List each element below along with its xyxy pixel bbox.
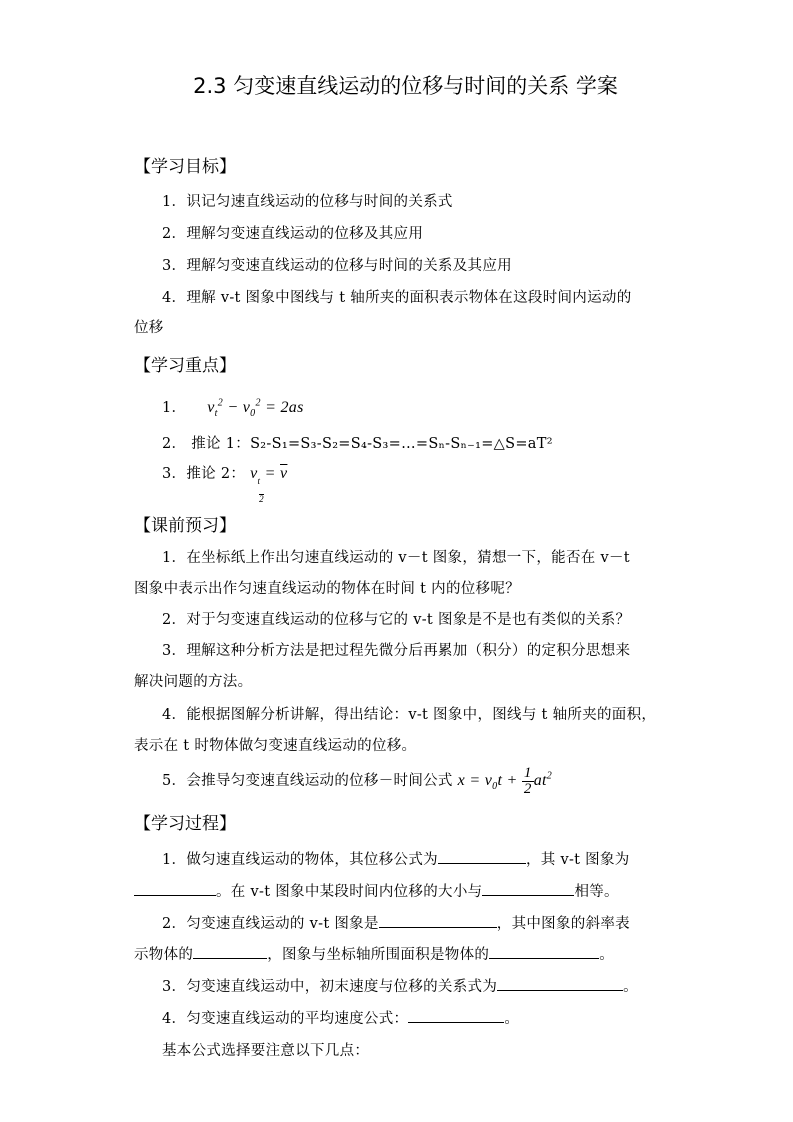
process-text: 3．匀变速直线运动中，初末速度与位移的关系式为 <box>162 979 498 995</box>
preview-heading: 【课前预习】 <box>134 516 236 536</box>
answer-blank[interactable] <box>482 881 574 896</box>
page-title: 2.3 匀变速直线运动的位移与时间的关系 学案 <box>193 74 618 98</box>
key-point-1-num: 1． <box>162 400 187 416</box>
preview-item-cont: 图象中表示出作匀速直线运动的物体在时间 t 内的位移呢？ <box>134 581 520 597</box>
goals-heading: 【学习目标】 <box>134 157 236 177</box>
process-line-6 <box>162 1007 519 1028</box>
answer-blank[interactable] <box>497 976 623 991</box>
preview-item: 4．能根据图解分析讲解，得出结论：v-t 图象中，图线与 t 轴所夹的面积， <box>162 707 657 723</box>
key-points-heading: 【学习重点】 <box>134 356 236 376</box>
answer-blank[interactable] <box>134 881 216 896</box>
key-point-3-prefix: 3．推论 2： <box>162 466 246 482</box>
process-heading: 【学习过程】 <box>134 814 236 834</box>
preview-item: 3．理解这种分析方法是把过程先微分后再累加（积分）的定积分思想来 <box>162 643 631 659</box>
process-text: ，其中图象的斜率表 <box>496 916 630 932</box>
process-text: 。在 v-t 图象中某段时间内位移的大小与 <box>216 884 483 900</box>
answer-blank[interactable] <box>489 944 599 959</box>
goal-item: 1．识记匀速直线运动的位移与时间的关系式 <box>162 194 453 210</box>
preview-item: 2．对于匀变速直线运动的位移与它的 v-t 图象是不是也有类似的关系？ <box>162 612 631 628</box>
preview-item: 1．在坐标纸上作出匀速直线运动的 v－t 图象，猜想一下，能否在 v－t <box>162 550 630 566</box>
goal-item: 2．理解匀变速直线运动的位移及其应用 <box>162 226 424 242</box>
process-text: 。 <box>504 1011 520 1027</box>
goal-item-cont: 位移 <box>134 320 164 336</box>
answer-blank[interactable] <box>408 1008 504 1023</box>
answer-blank[interactable] <box>379 913 497 928</box>
key-point-2 <box>162 432 553 453</box>
process-text: 2．匀变速直线运动的 v-t 图象是 <box>162 916 379 932</box>
process-line-2 <box>134 880 619 901</box>
answer-blank[interactable] <box>193 944 267 959</box>
process-text: 相等。 <box>574 884 619 900</box>
key-point-3 <box>162 462 288 504</box>
process-line-3 <box>162 912 630 933</box>
preview-item-5 <box>162 766 552 797</box>
key-point-1 <box>162 396 304 419</box>
preview-item-cont: 表示在 t 时物体做匀变速直线运动的位移。 <box>134 738 417 754</box>
goal-item: 4．理解 v-t 图象中图线与 t 轴所夹的面积表示物体在这段时间内运动的 <box>162 290 632 306</box>
goal-item: 3．理解匀变速直线运动的位移与时间的关系及其应用 <box>162 258 512 274</box>
process-line-4 <box>134 943 614 964</box>
process-text: ，其 v-t 图象为 <box>525 852 630 868</box>
key-point-2-prefix: 2． 推论 1： <box>162 436 251 452</box>
preview-item-5-prefix: 5．会推导匀变速直线运动的位移－时间公式 <box>162 773 453 790</box>
process-text: 4．匀变速直线运动的平均速度公式： <box>162 1011 409 1027</box>
process-text: 示物体的 <box>134 947 194 963</box>
formula-v-squared: $v_t^2 - v_0^2 = 2as$ <box>207 397 304 420</box>
answer-blank[interactable] <box>438 849 526 864</box>
process-text: 。 <box>599 947 615 963</box>
key-point-2-formula: S₂-S₁=S₃-S₂=S₄-S₃=…=Sₙ-Sₙ₋₁=△S=aT² <box>250 436 553 452</box>
process-text: 1．做匀速直线运动的物体，其位移公式为 <box>162 852 438 868</box>
formula-displacement: $x = v_0t$ + $\frac{1}{2}$ $at^2$ <box>457 765 553 797</box>
preview-item-cont: 解决问题的方法。 <box>134 674 253 690</box>
process-line-5 <box>162 975 638 996</box>
process-text: 。 <box>623 979 638 995</box>
process-line-1 <box>162 848 630 869</box>
process-line-7: 基本公式选择要注意以下几点： <box>162 1043 370 1059</box>
formula-mid-velocity: $v_t$ 2 = $\overline{v}$ <box>250 465 288 504</box>
process-text: ，图象与坐标轴所围面积是物体的 <box>267 947 490 963</box>
